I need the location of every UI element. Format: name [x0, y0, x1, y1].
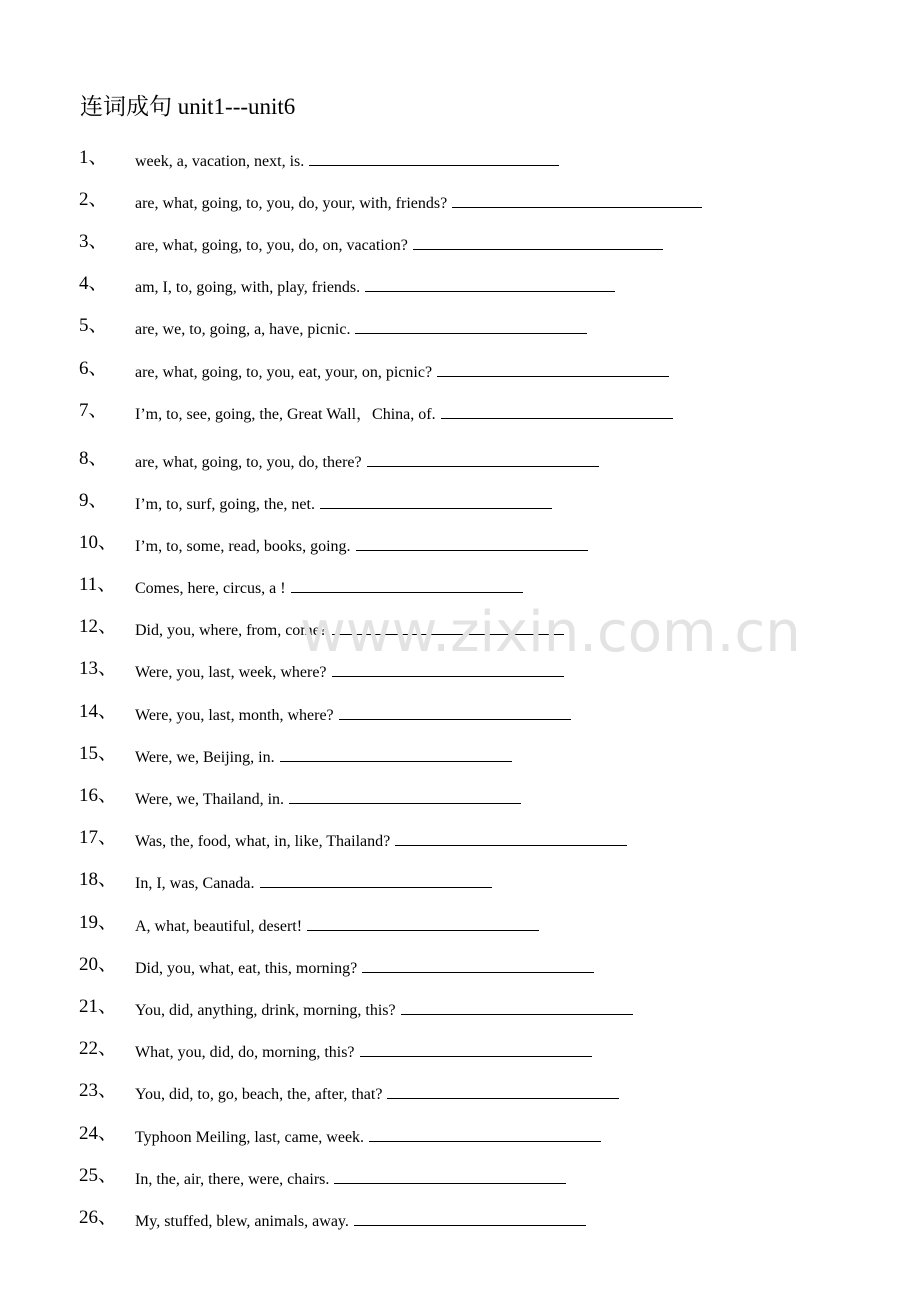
answer-blank[interactable] — [452, 189, 702, 208]
question-line — [135, 574, 523, 601]
question-item — [0, 356, 920, 384]
answer-blank[interactable] — [401, 996, 633, 1015]
question-words: Did, you, where, from, come? — [135, 622, 327, 639]
question-number: 22、 — [79, 1038, 118, 1059]
watermark-text: www.zixin.com.cn — [300, 600, 801, 665]
question-line — [135, 448, 599, 475]
question-words: are, what, going, to, you, eat, your, on, picnic? — [135, 364, 433, 381]
answer-blank[interactable] — [289, 785, 521, 804]
question-line — [135, 658, 564, 685]
question-words: Did, you, what, eat, this, morning? — [135, 960, 358, 977]
question-item — [0, 741, 920, 769]
answer-blank[interactable] — [395, 827, 627, 846]
answer-blank[interactable] — [332, 616, 564, 635]
question-item — [0, 398, 920, 426]
question-words: In, I, was, Canada. — [135, 875, 255, 892]
question-line — [135, 490, 552, 517]
question-line — [135, 400, 673, 427]
question-line — [135, 1123, 601, 1150]
question-item — [0, 530, 920, 558]
question-line — [135, 147, 559, 174]
question-item — [0, 1036, 920, 1064]
question-words: What, you, did, do, morning, this? — [135, 1044, 355, 1061]
question-number: 16、 — [79, 785, 118, 806]
question-line — [135, 1165, 566, 1192]
question-item — [0, 145, 920, 173]
question-number: 24、 — [79, 1123, 118, 1144]
answer-blank[interactable] — [362, 954, 594, 973]
question-item — [0, 994, 920, 1022]
question-number: 20、 — [79, 954, 118, 975]
question-words: My, stuffed, blew, animals, away. — [135, 1213, 349, 1230]
question-item — [0, 446, 920, 474]
question-number: 6、 — [79, 358, 108, 379]
question-line — [135, 996, 633, 1023]
question-item — [0, 614, 920, 642]
question-number: 17、 — [79, 827, 118, 848]
question-item — [0, 910, 920, 938]
question-words: Were, we, Thailand, in. — [135, 791, 285, 808]
question-item — [0, 1163, 920, 1191]
answer-blank[interactable] — [334, 1165, 566, 1184]
question-words: Were, you, last, month, where? — [135, 707, 334, 724]
question-item — [0, 229, 920, 257]
question-number: 14、 — [79, 701, 118, 722]
question-line — [135, 1080, 619, 1107]
answer-blank[interactable] — [354, 1207, 586, 1226]
question-words: I’m, to, surf, going, the, net. — [135, 496, 315, 513]
question-words: Was, the, food, what, in, like, Thailand? — [135, 833, 391, 850]
question-item — [0, 1078, 920, 1106]
question-item — [0, 187, 920, 215]
question-words: Were, you, last, week, where? — [135, 664, 327, 681]
question-line — [135, 189, 702, 216]
question-line — [135, 1038, 592, 1065]
question-words: Were, we, Beijing, in. — [135, 749, 275, 766]
answer-blank[interactable] — [356, 532, 588, 551]
answer-blank[interactable] — [367, 448, 599, 467]
question-words: In, the, air, there, were, chairs. — [135, 1171, 330, 1188]
answer-blank[interactable] — [332, 658, 564, 677]
answer-blank[interactable] — [369, 1123, 601, 1142]
page-title: 连词成句 unit1---unit6 — [80, 94, 296, 119]
answer-blank[interactable] — [291, 574, 523, 593]
question-words: are, we, to, going, a, have, picnic. — [135, 321, 351, 338]
question-number: 19、 — [79, 912, 118, 933]
answer-blank[interactable] — [307, 912, 539, 931]
answer-blank[interactable] — [365, 273, 615, 292]
question-number: 25、 — [79, 1165, 118, 1186]
question-words: I’m, to, see, going, the, Great Wall，China, of. — [135, 406, 436, 423]
answer-blank[interactable] — [260, 869, 492, 888]
question-line — [135, 954, 594, 981]
answer-blank[interactable] — [309, 147, 559, 166]
question-number: 8、 — [79, 448, 108, 469]
answer-blank[interactable] — [387, 1080, 619, 1099]
question-item — [0, 1121, 920, 1149]
question-number: 1、 — [79, 147, 108, 168]
question-line — [135, 785, 521, 812]
question-line — [135, 532, 588, 559]
answer-blank[interactable] — [441, 400, 673, 419]
question-number: 10、 — [79, 532, 118, 553]
question-number: 7、 — [79, 400, 108, 421]
question-words: are, what, going, to, you, do, there? — [135, 454, 362, 471]
question-item — [0, 699, 920, 727]
question-number: 3、 — [79, 231, 108, 252]
question-line — [135, 315, 587, 342]
question-number: 12、 — [79, 616, 118, 637]
question-item — [0, 271, 920, 299]
question-words: are, what, going, to, you, do, on, vacation? — [135, 237, 408, 254]
answer-blank[interactable] — [355, 315, 587, 334]
question-words: am, I, to, going, with, play, friends. — [135, 279, 361, 296]
question-number: 26、 — [79, 1207, 118, 1228]
question-line — [135, 1207, 586, 1234]
question-number: 21、 — [79, 996, 118, 1017]
question-number: 13、 — [79, 658, 118, 679]
question-item — [0, 952, 920, 980]
answer-blank[interactable] — [320, 490, 552, 509]
question-words: You, did, to, go, beach, the, after, that? — [135, 1086, 383, 1103]
question-words: week, a, vacation, next, is. — [135, 153, 305, 170]
question-item — [0, 867, 920, 895]
question-item — [0, 783, 920, 811]
question-line — [135, 358, 669, 385]
question-item — [0, 313, 920, 341]
question-line — [135, 743, 512, 770]
question-item — [0, 572, 920, 600]
question-item — [0, 656, 920, 684]
question-line — [135, 231, 663, 258]
question-number: 18、 — [79, 869, 118, 890]
question-words: A, what, beautiful, desert! — [135, 918, 303, 935]
question-number: 15、 — [79, 743, 118, 764]
question-line — [135, 912, 539, 939]
answer-blank[interactable] — [339, 701, 571, 720]
question-words: are, what, going, to, you, do, your, with, friends? — [135, 195, 448, 212]
question-words: Comes, here, circus, a ! — [135, 580, 286, 597]
question-number: 2、 — [79, 189, 108, 210]
question-number: 23、 — [79, 1080, 118, 1101]
question-line — [135, 827, 627, 854]
question-item — [0, 825, 920, 853]
question-number: 9、 — [79, 490, 108, 511]
question-words: Typhoon Meiling, last, came, week. — [135, 1129, 365, 1146]
question-line — [135, 869, 492, 896]
question-number: 11、 — [79, 574, 117, 595]
question-words: You, did, anything, drink, morning, this? — [135, 1002, 396, 1019]
question-words: I’m, to, some, read, books, going. — [135, 538, 351, 555]
answer-blank[interactable] — [437, 358, 669, 377]
question-line — [135, 701, 571, 728]
answer-blank[interactable] — [413, 231, 663, 250]
question-line — [135, 273, 615, 300]
question-number: 4、 — [79, 273, 108, 294]
answer-blank[interactable] — [360, 1038, 592, 1057]
question-line — [135, 616, 564, 643]
question-item — [0, 1205, 920, 1233]
question-number: 5、 — [79, 315, 108, 336]
answer-blank[interactable] — [280, 743, 512, 762]
question-item — [0, 488, 920, 516]
